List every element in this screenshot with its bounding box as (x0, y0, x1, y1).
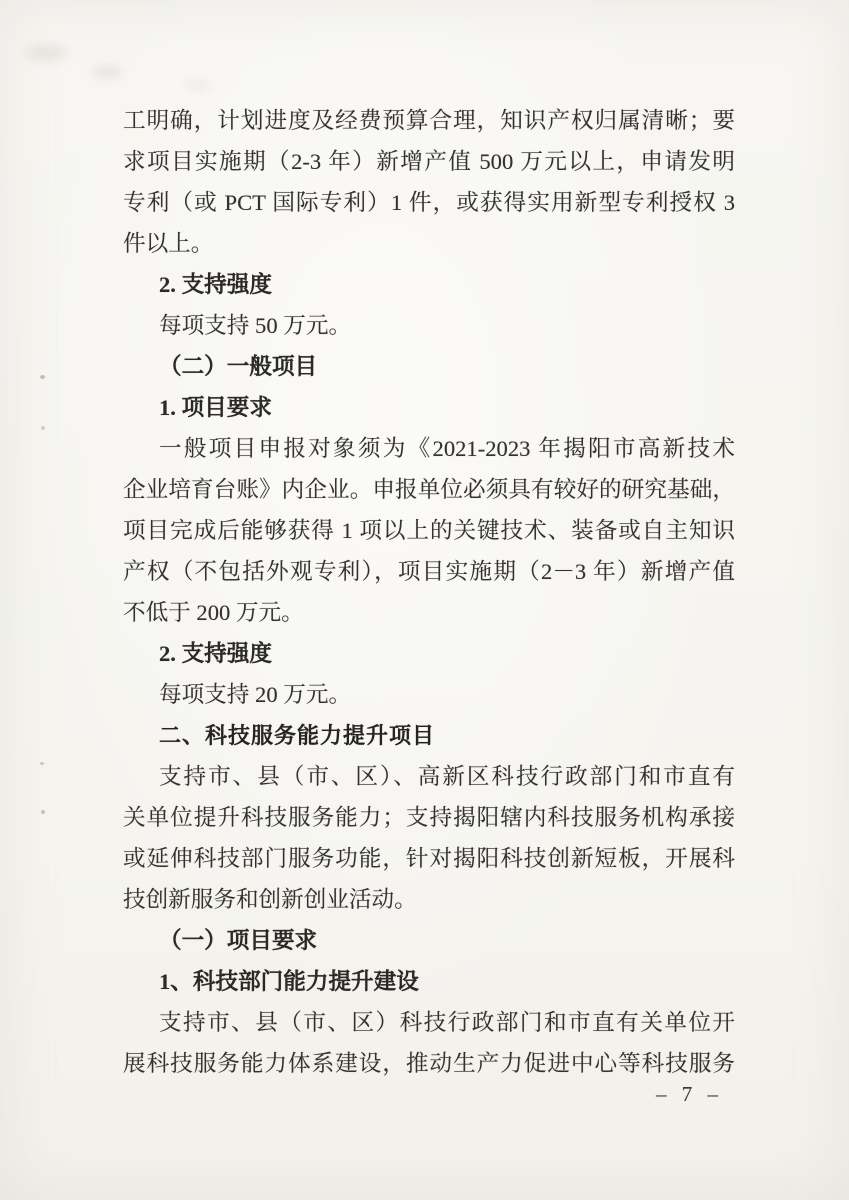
text-line: 求项目实施期（2-3 年）新增产值 500 万元以上，申请发明 (123, 149, 735, 174)
text-line: 支持市、县（市、区）科技行政部门和市直有关单位开 (159, 1010, 735, 1035)
scan-smudge (92, 66, 122, 78)
heading-line: （一）项目要求 (159, 928, 318, 953)
scan-speck (41, 426, 45, 430)
scan-speck (40, 762, 44, 765)
text-line: 或延伸科技部门服务功能，针对揭阳科技创新短板，开展科 (123, 846, 735, 871)
text-line: 每项支持 50 万元。 (159, 313, 352, 338)
text-block (123, 100, 735, 1084)
page-number: – 7 – (656, 1082, 723, 1106)
text-line: 一般项目申报对象须为《2021-2023 年揭阳市高新技术 (159, 436, 735, 461)
text-line: 展科技服务能力体系建设，推动生产力促进中心等科技服务 (123, 1051, 735, 1076)
scan-smudge (25, 45, 67, 61)
heading-line: 1. 项目要求 (159, 395, 272, 420)
text-line: 项目完成后能够获得 1 项以上的关键技术、装备或自主知识 (123, 518, 735, 543)
text-line: 不低于 200 万元。 (123, 600, 304, 625)
scan-smudge (185, 80, 211, 90)
text-line: 企业培育台账》内企业。申报单位必须具有较好的研究基础， (123, 477, 735, 502)
heading-line: 二、科技服务能力提升项目 (159, 723, 436, 748)
text-line: 专利（或 PCT 国际专利）1 件，或获得实用新型专利授权 3 (123, 190, 735, 215)
text-line: 产权（不包括外观专利），项目实施期（2－3 年）新增产值 (123, 559, 735, 584)
text-line: 件以上。 (123, 231, 214, 256)
text-line: 每项支持 20 万元。 (159, 682, 352, 707)
heading-line: 1、科技部门能力提升建设 (159, 969, 419, 994)
text-line: 技创新服务和创新创业活动。 (123, 887, 417, 912)
text-line: 关单位提升科技服务能力；支持揭阳辖内科技服务机构承接 (123, 805, 735, 830)
text-line: 支持市、县（市、区）、高新区科技行政部门和市直有 (159, 764, 735, 789)
heading-line: 2. 支持强度 (159, 272, 272, 297)
scan-speck (40, 375, 45, 379)
scan-speck (41, 810, 45, 814)
text-line: 工明确，计划进度及经费预算合理，知识产权归属清晰；要 (123, 108, 735, 133)
heading-line: 2. 支持强度 (159, 641, 272, 666)
heading-line: （二）一般项目 (159, 354, 318, 379)
